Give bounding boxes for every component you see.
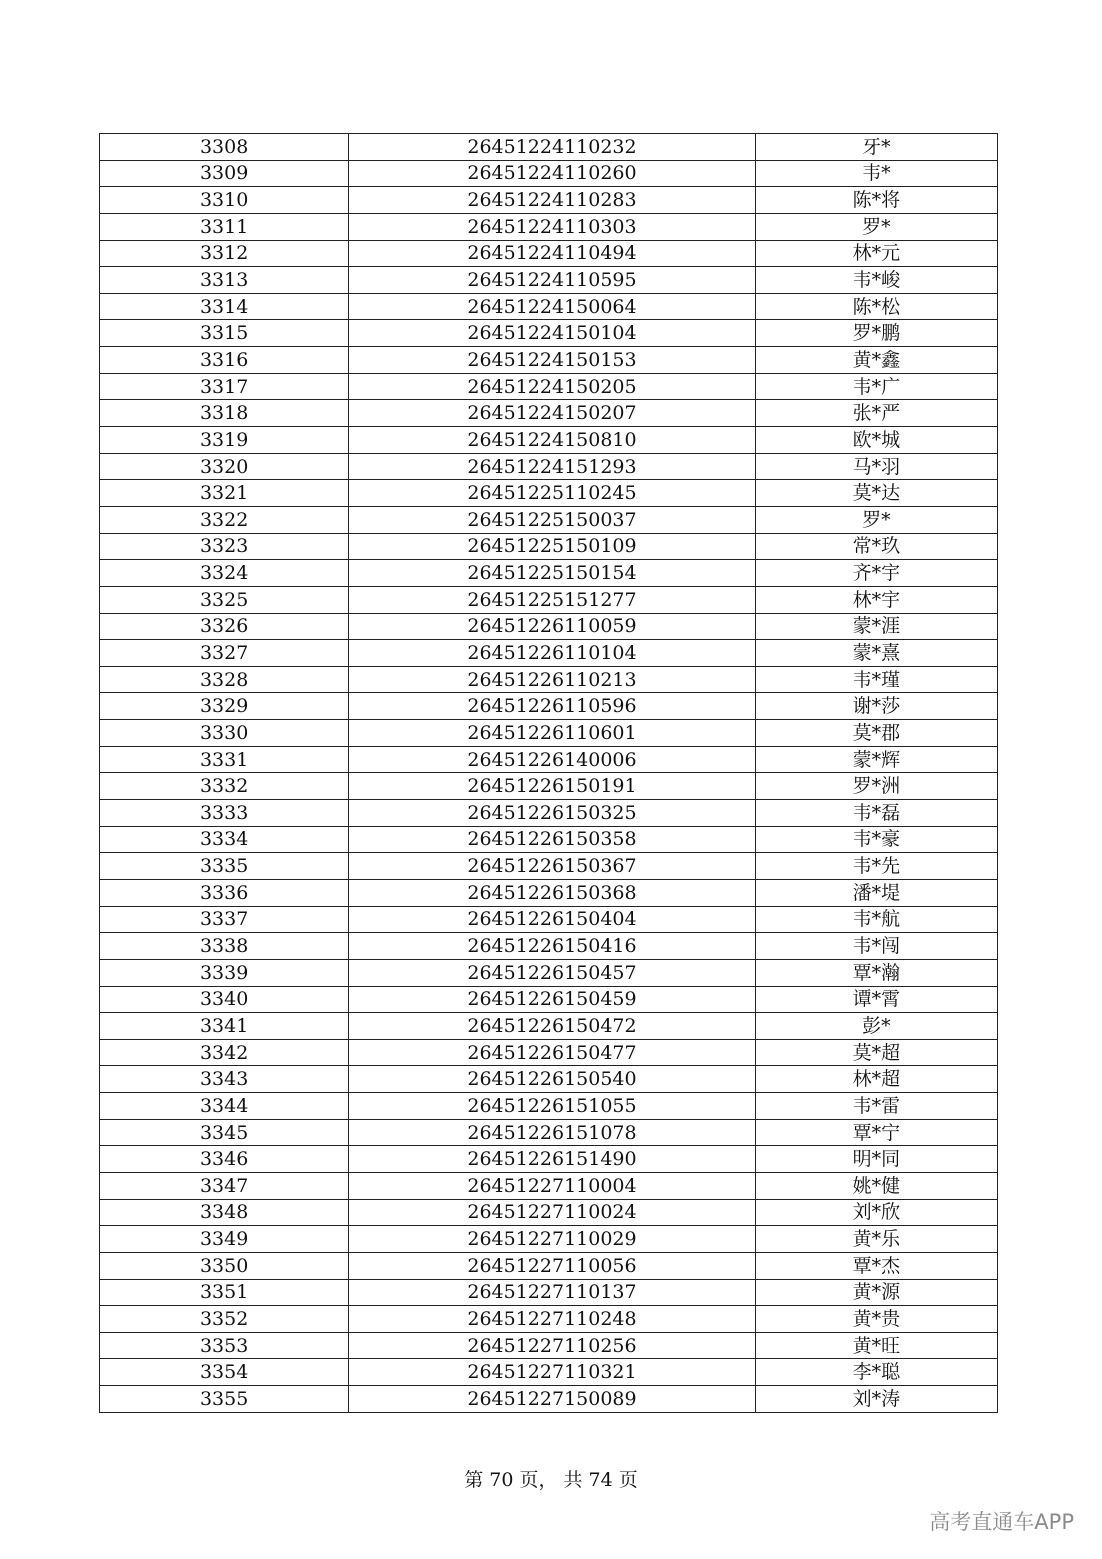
name-cell: 蒙*涯 — [755, 613, 997, 640]
seq-cell: 3339 — [100, 959, 349, 986]
name-cell: 韦* — [755, 160, 997, 187]
name-cell: 韦*豪 — [755, 826, 997, 853]
exam-id-cell: 26451224110260 — [349, 160, 755, 187]
table-row — [100, 666, 998, 693]
table-row — [100, 853, 998, 880]
table-row — [100, 640, 998, 667]
exam-id-cell: 26451226150368 — [349, 879, 755, 906]
name-cell: 蒙*熹 — [755, 640, 997, 667]
seq-cell: 3355 — [100, 1386, 349, 1413]
seq-cell: 3323 — [100, 533, 349, 560]
exam-id-cell: 26451226150459 — [349, 986, 755, 1013]
table-row — [100, 586, 998, 613]
exam-id-cell: 26451227110024 — [349, 1199, 755, 1226]
table-row — [100, 400, 998, 427]
seq-cell: 3314 — [100, 293, 349, 320]
name-cell: 黄*乐 — [755, 1226, 997, 1253]
name-cell: 覃*宁 — [755, 1119, 997, 1146]
name-cell: 林*宇 — [755, 586, 997, 613]
exam-id-cell: 26451226110104 — [349, 640, 755, 667]
table-row — [100, 320, 998, 347]
table-row — [100, 1119, 998, 1146]
exam-id-cell: 26451224150064 — [349, 293, 755, 320]
seq-cell: 3333 — [100, 800, 349, 827]
exam-id-cell: 26451225150154 — [349, 560, 755, 587]
table-row — [100, 373, 998, 400]
seq-cell: 3335 — [100, 853, 349, 880]
exam-id-cell: 26451225150109 — [349, 533, 755, 560]
seq-cell: 3330 — [100, 720, 349, 747]
seq-cell: 3308 — [100, 134, 349, 161]
name-cell: 韦*广 — [755, 373, 997, 400]
exam-id-cell: 26451224150153 — [349, 347, 755, 374]
table-row — [100, 1226, 998, 1253]
table-row — [100, 427, 998, 454]
seq-cell: 3327 — [100, 640, 349, 667]
seq-cell: 3338 — [100, 933, 349, 960]
exam-id-cell: 26451224110595 — [349, 267, 755, 294]
seq-cell: 3326 — [100, 613, 349, 640]
name-cell: 莫*达 — [755, 480, 997, 507]
exam-id-cell: 26451226150404 — [349, 906, 755, 933]
name-cell: 韦*瑾 — [755, 666, 997, 693]
table-row — [100, 160, 998, 187]
exam-id-cell: 26451224150205 — [349, 373, 755, 400]
table-row — [100, 1359, 998, 1386]
name-cell: 刘*涛 — [755, 1386, 997, 1413]
seq-cell: 3325 — [100, 586, 349, 613]
exam-id-cell: 26451226150457 — [349, 959, 755, 986]
seq-cell: 3349 — [100, 1226, 349, 1253]
seq-cell: 3354 — [100, 1359, 349, 1386]
name-cell: 韦*航 — [755, 906, 997, 933]
exam-id-cell: 26451226150540 — [349, 1066, 755, 1093]
name-cell: 罗*鹏 — [755, 320, 997, 347]
table-row — [100, 1332, 998, 1359]
exam-id-cell: 26451226150472 — [349, 1013, 755, 1040]
exam-id-cell: 26451226150416 — [349, 933, 755, 960]
seq-cell: 3320 — [100, 453, 349, 480]
exam-id-cell: 26451227110248 — [349, 1306, 755, 1333]
name-cell: 牙* — [755, 134, 997, 161]
table-row — [100, 826, 998, 853]
table-row — [100, 800, 998, 827]
exam-id-cell: 26451225110245 — [349, 480, 755, 507]
name-cell: 明*同 — [755, 1146, 997, 1173]
seq-cell: 3342 — [100, 1039, 349, 1066]
exam-id-cell: 26451227110321 — [349, 1359, 755, 1386]
exam-id-cell: 26451224110232 — [349, 134, 755, 161]
table-row — [100, 1306, 998, 1333]
table-row — [100, 240, 998, 267]
exam-id-cell: 26451226150477 — [349, 1039, 755, 1066]
name-cell: 韦*先 — [755, 853, 997, 880]
seq-cell: 3328 — [100, 666, 349, 693]
name-cell: 张*严 — [755, 400, 997, 427]
roster-table — [99, 133, 998, 1413]
seq-cell: 3318 — [100, 400, 349, 427]
seq-cell: 3344 — [100, 1093, 349, 1120]
name-cell: 黄*鑫 — [755, 347, 997, 374]
name-cell: 马*羽 — [755, 453, 997, 480]
table-row — [100, 267, 998, 294]
table-row — [100, 213, 998, 240]
name-cell: 陈*松 — [755, 293, 997, 320]
exam-id-cell: 26451226110601 — [349, 720, 755, 747]
name-cell: 覃*杰 — [755, 1252, 997, 1279]
table-row — [100, 1093, 998, 1120]
seq-cell: 3319 — [100, 427, 349, 454]
seq-cell: 3324 — [100, 560, 349, 587]
exam-id-cell: 26451226110596 — [349, 693, 755, 720]
seq-cell: 3340 — [100, 986, 349, 1013]
seq-cell: 3317 — [100, 373, 349, 400]
table-row — [100, 879, 998, 906]
seq-cell: 3352 — [100, 1306, 349, 1333]
name-cell: 常*玖 — [755, 533, 997, 560]
table-row — [100, 959, 998, 986]
seq-cell: 3309 — [100, 160, 349, 187]
name-cell: 齐*宇 — [755, 560, 997, 587]
seq-cell: 3322 — [100, 506, 349, 533]
exam-id-cell: 26451226110213 — [349, 666, 755, 693]
seq-cell: 3348 — [100, 1199, 349, 1226]
seq-cell: 3345 — [100, 1119, 349, 1146]
name-cell: 谢*莎 — [755, 693, 997, 720]
table-row — [100, 613, 998, 640]
exam-id-cell: 26451224110283 — [349, 187, 755, 214]
seq-cell: 3337 — [100, 906, 349, 933]
table-row — [100, 533, 998, 560]
table-row — [100, 187, 998, 214]
exam-id-cell: 26451226151055 — [349, 1093, 755, 1120]
page-number-footer: 第 70 页， 共 74 页 — [464, 1469, 638, 1491]
seq-cell: 3310 — [100, 187, 349, 214]
seq-cell: 3336 — [100, 879, 349, 906]
roster-table-body — [100, 134, 998, 1413]
seq-cell: 3316 — [100, 347, 349, 374]
name-cell: 潘*堤 — [755, 879, 997, 906]
exam-id-cell: 26451224151293 — [349, 453, 755, 480]
name-cell: 覃*瀚 — [755, 959, 997, 986]
seq-cell: 3311 — [100, 213, 349, 240]
table-row — [100, 986, 998, 1013]
name-cell: 林*超 — [755, 1066, 997, 1093]
table-row — [100, 1172, 998, 1199]
table-row — [100, 906, 998, 933]
name-cell: 谭*霄 — [755, 986, 997, 1013]
seq-cell: 3346 — [100, 1146, 349, 1173]
seq-cell: 3343 — [100, 1066, 349, 1093]
exam-id-cell: 26451226150367 — [349, 853, 755, 880]
exam-id-cell: 26451224150104 — [349, 320, 755, 347]
seq-cell: 3334 — [100, 826, 349, 853]
name-cell: 罗*洲 — [755, 773, 997, 800]
table-row — [100, 506, 998, 533]
exam-id-cell: 26451227110004 — [349, 1172, 755, 1199]
name-cell: 韦*磊 — [755, 800, 997, 827]
table-row — [100, 1039, 998, 1066]
name-cell: 韦*闯 — [755, 933, 997, 960]
exam-id-cell: 26451226150191 — [349, 773, 755, 800]
table-row — [100, 1066, 998, 1093]
name-cell: 黄*贵 — [755, 1306, 997, 1333]
seq-cell: 3341 — [100, 1013, 349, 1040]
exam-id-cell: 26451227110256 — [349, 1332, 755, 1359]
table-row — [100, 1146, 998, 1173]
seq-cell: 3329 — [100, 693, 349, 720]
exam-id-cell: 26451224110494 — [349, 240, 755, 267]
name-cell: 陈*将 — [755, 187, 997, 214]
exam-id-cell: 26451224150207 — [349, 400, 755, 427]
table-row — [100, 347, 998, 374]
seq-cell: 3313 — [100, 267, 349, 294]
seq-cell: 3347 — [100, 1172, 349, 1199]
name-cell: 罗* — [755, 213, 997, 240]
table-row — [100, 293, 998, 320]
exam-id-cell: 26451226150358 — [349, 826, 755, 853]
exam-id-cell: 26451224150810 — [349, 427, 755, 454]
name-cell: 莫*超 — [755, 1039, 997, 1066]
table-row — [100, 1386, 998, 1413]
table-row — [100, 773, 998, 800]
name-cell: 林*元 — [755, 240, 997, 267]
exam-id-cell: 26451226110059 — [349, 613, 755, 640]
name-cell: 蒙*辉 — [755, 746, 997, 773]
name-cell: 黄*源 — [755, 1279, 997, 1306]
exam-id-cell: 26451227110137 — [349, 1279, 755, 1306]
table-row — [100, 480, 998, 507]
exam-id-cell: 26451226150325 — [349, 800, 755, 827]
exam-id-cell: 26451225151277 — [349, 586, 755, 613]
seq-cell: 3332 — [100, 773, 349, 800]
seq-cell: 3315 — [100, 320, 349, 347]
exam-id-cell: 26451225150037 — [349, 506, 755, 533]
table-row — [100, 134, 998, 161]
seq-cell: 3350 — [100, 1252, 349, 1279]
seq-cell: 3312 — [100, 240, 349, 267]
seq-cell: 3321 — [100, 480, 349, 507]
name-cell: 欧*城 — [755, 427, 997, 454]
name-cell: 刘*欣 — [755, 1199, 997, 1226]
table-row — [100, 1013, 998, 1040]
name-cell: 罗* — [755, 506, 997, 533]
table-row — [100, 1252, 998, 1279]
name-cell: 黄*旺 — [755, 1332, 997, 1359]
exam-id-cell: 26451226151490 — [349, 1146, 755, 1173]
name-cell: 韦*雷 — [755, 1093, 997, 1120]
exam-id-cell: 26451227150089 — [349, 1386, 755, 1413]
table-row — [100, 693, 998, 720]
table-row — [100, 1199, 998, 1226]
seq-cell: 3331 — [100, 746, 349, 773]
table-row — [100, 560, 998, 587]
seq-cell: 3351 — [100, 1279, 349, 1306]
name-cell: 莫*郡 — [755, 720, 997, 747]
name-cell: 李*聪 — [755, 1359, 997, 1386]
app-watermark: 高考直通车APP — [929, 1510, 1074, 1534]
name-cell: 姚*健 — [755, 1172, 997, 1199]
exam-id-cell: 26451226151078 — [349, 1119, 755, 1146]
exam-id-cell: 26451227110056 — [349, 1252, 755, 1279]
exam-id-cell: 26451224110303 — [349, 213, 755, 240]
name-cell: 韦*峻 — [755, 267, 997, 294]
seq-cell: 3353 — [100, 1332, 349, 1359]
table-row — [100, 933, 998, 960]
table-row — [100, 1279, 998, 1306]
name-cell: 彭* — [755, 1013, 997, 1040]
exam-id-cell: 26451226140006 — [349, 746, 755, 773]
table-row — [100, 746, 998, 773]
table-row — [100, 453, 998, 480]
table-row — [100, 720, 998, 747]
exam-id-cell: 26451227110029 — [349, 1226, 755, 1253]
